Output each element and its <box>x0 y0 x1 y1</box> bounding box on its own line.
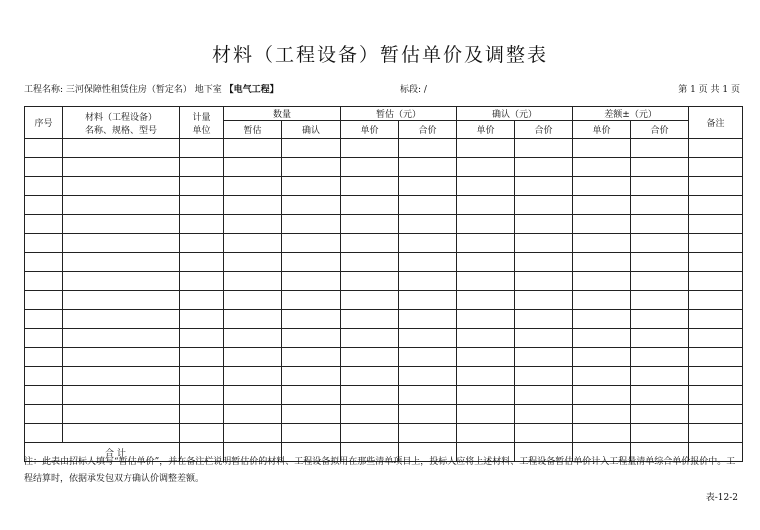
table-cell <box>515 367 573 386</box>
table-cell <box>63 386 180 405</box>
table-cell <box>224 310 282 329</box>
table-cell <box>573 158 631 177</box>
table-cell <box>399 348 457 367</box>
table-cell <box>282 234 341 253</box>
subheader-diff-total-price: 合价 <box>631 121 689 139</box>
table-cell <box>399 139 457 158</box>
table-cell <box>399 291 457 310</box>
table-cell <box>689 405 743 424</box>
table-cell <box>224 177 282 196</box>
table-cell <box>631 405 689 424</box>
table-cell <box>689 367 743 386</box>
table-cell <box>515 310 573 329</box>
section-label: 标段: <box>400 85 422 95</box>
table-cell <box>25 196 63 215</box>
table-cell <box>25 139 63 158</box>
table-cell <box>180 348 224 367</box>
table-cell <box>631 424 689 443</box>
table-cell <box>63 424 180 443</box>
table-cell <box>457 215 515 234</box>
table-cell <box>399 272 457 291</box>
table-cell <box>341 139 399 158</box>
table-cell <box>399 158 457 177</box>
table-row <box>25 329 743 348</box>
table-cell <box>282 253 341 272</box>
table-cell <box>457 348 515 367</box>
table-cell <box>282 291 341 310</box>
header-difference: 差额±（元） <box>573 107 689 121</box>
table-cell <box>631 234 689 253</box>
table-cell <box>341 367 399 386</box>
subheader-prov-total-price: 合价 <box>399 121 457 139</box>
table-cell <box>457 158 515 177</box>
table-cell <box>25 215 63 234</box>
table-cell <box>573 367 631 386</box>
table-row <box>25 196 743 215</box>
table-cell <box>631 291 689 310</box>
table-cell <box>689 253 743 272</box>
table-cell <box>399 177 457 196</box>
table-cell <box>224 329 282 348</box>
table-cell <box>63 310 180 329</box>
table-cell <box>515 139 573 158</box>
table-cell <box>282 367 341 386</box>
table-row <box>25 139 743 158</box>
header-material <box>63 107 180 139</box>
table-cell <box>63 177 180 196</box>
table-cell <box>25 310 63 329</box>
table-cell <box>282 177 341 196</box>
table-row <box>25 272 743 291</box>
table-cell <box>631 253 689 272</box>
table-cell <box>341 424 399 443</box>
table-cell <box>25 329 63 348</box>
table-cell <box>457 196 515 215</box>
table-cell <box>573 215 631 234</box>
table-cell <box>515 424 573 443</box>
table-cell <box>224 234 282 253</box>
table-cell <box>282 329 341 348</box>
table-cell <box>341 272 399 291</box>
table-cell <box>689 215 743 234</box>
table-cell <box>515 196 573 215</box>
table-cell <box>631 272 689 291</box>
table-cell <box>180 272 224 291</box>
table-cell <box>631 310 689 329</box>
table-cell <box>63 215 180 234</box>
table-cell <box>515 329 573 348</box>
table-cell <box>180 196 224 215</box>
table-cell <box>573 424 631 443</box>
form-number: 表-12-2 <box>705 493 738 503</box>
table-cell <box>399 424 457 443</box>
header-unit-line1: 计量 <box>192 112 211 123</box>
table-cell <box>341 405 399 424</box>
table-cell <box>457 367 515 386</box>
table-cell <box>25 272 63 291</box>
table-cell <box>631 329 689 348</box>
table-cell <box>63 329 180 348</box>
table-row <box>25 367 743 386</box>
table-cell <box>224 424 282 443</box>
table-cell <box>63 405 180 424</box>
table-cell <box>341 215 399 234</box>
table-cell <box>689 386 743 405</box>
table-cell <box>282 348 341 367</box>
table-cell <box>282 386 341 405</box>
table-cell <box>457 291 515 310</box>
table-cell <box>631 196 689 215</box>
table-cell <box>573 291 631 310</box>
table-row <box>25 386 743 405</box>
table-cell <box>573 310 631 329</box>
table-cell <box>224 196 282 215</box>
project-label: 工程名称: <box>24 85 64 95</box>
header-unit <box>180 107 224 139</box>
table-cell <box>399 234 457 253</box>
table-cell <box>180 310 224 329</box>
footer-note: 注：此表由招标人填写“暂估单价”，并在备注栏说明暂估价的材料、工程设备拟用在那些清单项目上，投标人应将上述材料、工程设备暂估单价计入工程量清单综合单价报价中。工程结算时，依据承发包双方确认价调整差额。 <box>24 457 736 484</box>
project-name: 三河保障性租赁住房（暂定名） 地下室 <box>65 85 222 95</box>
table-cell <box>25 348 63 367</box>
table-cell <box>224 253 282 272</box>
table-cell <box>25 177 63 196</box>
table-cell <box>573 177 631 196</box>
header-quantity: 数量 <box>224 107 341 121</box>
table-cell <box>457 177 515 196</box>
table-cell <box>341 158 399 177</box>
table-cell <box>573 234 631 253</box>
table-cell <box>63 348 180 367</box>
subheader-conf-unit-price: 单价 <box>457 121 515 139</box>
table-cell <box>180 215 224 234</box>
table-cell <box>63 158 180 177</box>
table-body <box>25 139 743 443</box>
price-adjust-table <box>24 106 743 462</box>
table-cell <box>515 177 573 196</box>
table-cell <box>399 310 457 329</box>
subheader-qty-provisional: 暂估 <box>224 121 282 139</box>
table-cell <box>573 386 631 405</box>
table-cell <box>224 405 282 424</box>
table-cell <box>25 424 63 443</box>
table-cell <box>63 291 180 310</box>
table-cell <box>282 405 341 424</box>
table-row <box>25 310 743 329</box>
header-seq: 序号 <box>25 107 63 139</box>
header-unit-line2: 单位 <box>192 125 211 136</box>
table-cell <box>515 386 573 405</box>
table-cell <box>399 405 457 424</box>
table-cell <box>689 272 743 291</box>
table-cell <box>399 253 457 272</box>
table-cell <box>631 386 689 405</box>
table-cell <box>515 291 573 310</box>
table-row <box>25 215 743 234</box>
table-cell <box>180 158 224 177</box>
table-cell <box>573 196 631 215</box>
table-row <box>25 348 743 367</box>
table-cell <box>63 253 180 272</box>
table-cell <box>689 424 743 443</box>
table-cell <box>180 291 224 310</box>
header-provisional: 暂估（元） <box>341 107 457 121</box>
table-cell <box>399 196 457 215</box>
table-cell <box>689 177 743 196</box>
header-material-line1: 材料（工程设备） <box>84 112 157 123</box>
total-label: 合 计 <box>25 443 180 462</box>
table-cell <box>515 253 573 272</box>
table-cell <box>63 139 180 158</box>
table-cell <box>180 177 224 196</box>
table-cell <box>515 234 573 253</box>
table-cell <box>25 158 63 177</box>
header-remarks: 备注 <box>689 107 743 139</box>
table-cell <box>341 386 399 405</box>
table-cell <box>689 196 743 215</box>
table-cell <box>341 234 399 253</box>
table-cell <box>515 215 573 234</box>
page-title: 材料（工程设备）暂估单价及调整表 <box>211 44 548 66</box>
table-cell <box>457 310 515 329</box>
table-row <box>25 234 743 253</box>
table-cell <box>224 272 282 291</box>
table-cell <box>341 329 399 348</box>
table-row <box>25 177 743 196</box>
table-cell <box>399 329 457 348</box>
table-cell <box>224 215 282 234</box>
table-cell <box>25 253 63 272</box>
table-row <box>25 291 743 310</box>
table-cell <box>25 386 63 405</box>
subheader-qty-confirm: 确认 <box>282 121 341 139</box>
table-cell <box>631 367 689 386</box>
table-cell <box>457 405 515 424</box>
table-cell <box>282 196 341 215</box>
table-cell <box>341 253 399 272</box>
table-cell <box>341 177 399 196</box>
table-cell <box>25 291 63 310</box>
table-cell <box>180 367 224 386</box>
table-cell <box>25 367 63 386</box>
table-cell <box>224 348 282 367</box>
table-cell <box>282 158 341 177</box>
subheader-conf-total-price: 合价 <box>515 121 573 139</box>
table-cell <box>224 291 282 310</box>
table-row <box>25 405 743 424</box>
table-cell <box>689 348 743 367</box>
table-cell <box>573 253 631 272</box>
table-cell <box>515 348 573 367</box>
table-cell <box>224 367 282 386</box>
table-cell <box>457 253 515 272</box>
table-cell <box>224 386 282 405</box>
subheader-diff-unit-price: 单价 <box>573 121 631 139</box>
table-cell <box>341 348 399 367</box>
table-cell <box>63 367 180 386</box>
table-cell <box>573 272 631 291</box>
table-row <box>25 158 743 177</box>
section-info <box>400 82 427 95</box>
table-cell <box>399 367 457 386</box>
table-cell <box>515 272 573 291</box>
table-cell <box>341 291 399 310</box>
table-row <box>25 424 743 443</box>
table-cell <box>689 234 743 253</box>
table-cell <box>689 291 743 310</box>
table-cell <box>180 234 224 253</box>
table-cell <box>180 139 224 158</box>
project-info <box>24 82 279 95</box>
header-material-line2: 名称、规格、型号 <box>84 125 157 136</box>
table-cell <box>457 139 515 158</box>
table-cell <box>689 139 743 158</box>
table-cell <box>63 272 180 291</box>
project-category: 【电气工程】 <box>224 85 279 95</box>
table-cell <box>224 158 282 177</box>
table-cell <box>631 215 689 234</box>
table-cell <box>282 424 341 443</box>
table-cell <box>399 215 457 234</box>
table-cell <box>457 234 515 253</box>
table-cell <box>180 329 224 348</box>
table-cell <box>180 405 224 424</box>
table-cell <box>282 310 341 329</box>
table-cell <box>689 158 743 177</box>
table-cell <box>631 158 689 177</box>
table-cell <box>180 424 224 443</box>
table-cell <box>573 405 631 424</box>
table-cell <box>282 139 341 158</box>
header-meta <box>24 82 740 96</box>
table-cell <box>631 177 689 196</box>
table-cell <box>515 158 573 177</box>
table-cell <box>399 386 457 405</box>
table-cell <box>573 329 631 348</box>
table-cell <box>25 234 63 253</box>
table-cell <box>341 196 399 215</box>
table-cell <box>25 405 63 424</box>
table-row <box>25 253 743 272</box>
table-cell <box>282 215 341 234</box>
subheader-prov-unit-price: 单价 <box>341 121 399 139</box>
section-value: / <box>423 85 427 95</box>
table-cell <box>573 139 631 158</box>
table-cell <box>457 424 515 443</box>
table-cell <box>689 310 743 329</box>
table-cell <box>457 329 515 348</box>
table-cell <box>515 405 573 424</box>
table-cell <box>282 272 341 291</box>
page-info: 第 1 页 共 1 页 <box>678 85 740 95</box>
table-cell <box>224 139 282 158</box>
table-cell <box>63 196 180 215</box>
table-cell <box>631 348 689 367</box>
table-cell <box>573 348 631 367</box>
table-cell <box>631 139 689 158</box>
table-cell <box>457 272 515 291</box>
table-cell <box>689 329 743 348</box>
table-cell <box>63 234 180 253</box>
header-confirmed: 确认（元） <box>457 107 573 121</box>
table-cell <box>180 253 224 272</box>
table-cell <box>180 386 224 405</box>
table-cell <box>341 310 399 329</box>
table-cell <box>457 386 515 405</box>
